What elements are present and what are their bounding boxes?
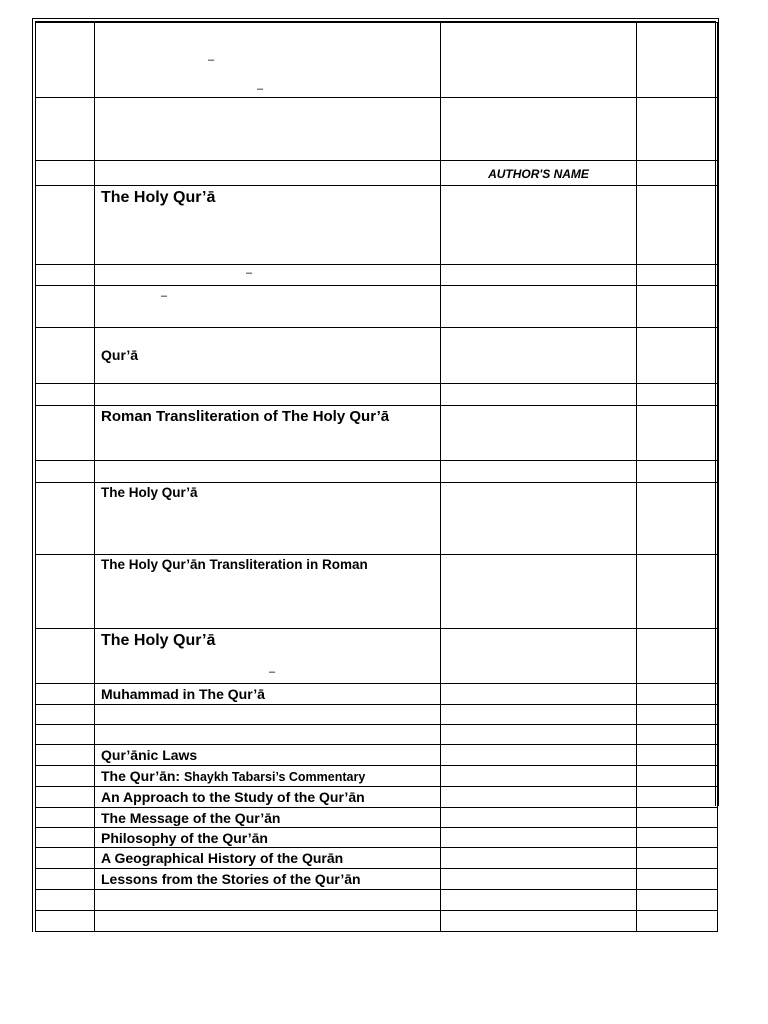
table-row bbox=[36, 890, 718, 911]
book-title: Qur’ānic Laws bbox=[101, 747, 198, 763]
book-title: The Holy Qur’ā bbox=[101, 485, 198, 500]
book-title-subtitle: Shaykh Tabarsi’s Commentary bbox=[183, 770, 366, 784]
table-row bbox=[36, 828, 718, 848]
table-row bbox=[36, 98, 718, 161]
book-title: The Holy Qur’ā bbox=[101, 632, 216, 649]
book-title: A Geographical History of the Qurān bbox=[101, 850, 344, 866]
book-title: An Approach to the Study of the Qur’ān bbox=[101, 789, 365, 805]
table-row bbox=[36, 23, 718, 98]
book-title-main: The Qur’ān: bbox=[101, 768, 184, 784]
table-cell bbox=[637, 23, 718, 98]
table-row bbox=[36, 808, 718, 828]
table-row bbox=[36, 286, 718, 328]
table-row bbox=[36, 848, 718, 869]
book-title: Philosophy of the Qur’ān bbox=[101, 830, 268, 846]
book-title: The Holy Qur’ā bbox=[101, 189, 216, 206]
table-row bbox=[36, 186, 718, 265]
table-row bbox=[36, 384, 718, 406]
book-title: Qur’ā bbox=[101, 347, 139, 363]
table-row bbox=[36, 265, 718, 286]
table-cell bbox=[441, 23, 637, 98]
book-list-table bbox=[35, 22, 718, 932]
table-row bbox=[36, 328, 718, 384]
macron-mark: – bbox=[246, 267, 253, 279]
table-row bbox=[36, 911, 718, 932]
table-row bbox=[36, 461, 718, 483]
table-row bbox=[36, 684, 718, 705]
macron-mark: – bbox=[269, 666, 276, 678]
table-row bbox=[36, 745, 718, 766]
table-cell bbox=[36, 23, 95, 98]
macron-mark: – bbox=[257, 83, 264, 95]
table-row bbox=[36, 766, 718, 787]
book-title: The Holy Qur’ān Transliteration in Roman bbox=[101, 557, 368, 572]
book-title bbox=[95, 766, 440, 786]
table-row bbox=[36, 705, 718, 725]
table-row bbox=[36, 725, 718, 745]
table-row bbox=[36, 787, 718, 808]
table-row bbox=[36, 555, 718, 629]
table-row bbox=[36, 869, 718, 890]
book-title: Lessons from the Stories of the Qur’ān bbox=[101, 871, 361, 887]
table-row bbox=[36, 629, 718, 684]
macron-mark: – bbox=[161, 290, 168, 302]
table-cell bbox=[95, 23, 441, 98]
table-row bbox=[36, 483, 718, 555]
table-row bbox=[36, 161, 718, 186]
table-row bbox=[36, 406, 718, 461]
book-title: Roman Transliteration of The Holy Qur’ā bbox=[101, 408, 390, 425]
author-name-header: AUTHOR'S NAME bbox=[488, 167, 589, 181]
book-title: Muhammad in The Qur’ā bbox=[101, 686, 265, 702]
macron-mark: – bbox=[208, 54, 215, 66]
book-title: The Message of the Qur’ān bbox=[101, 810, 281, 826]
